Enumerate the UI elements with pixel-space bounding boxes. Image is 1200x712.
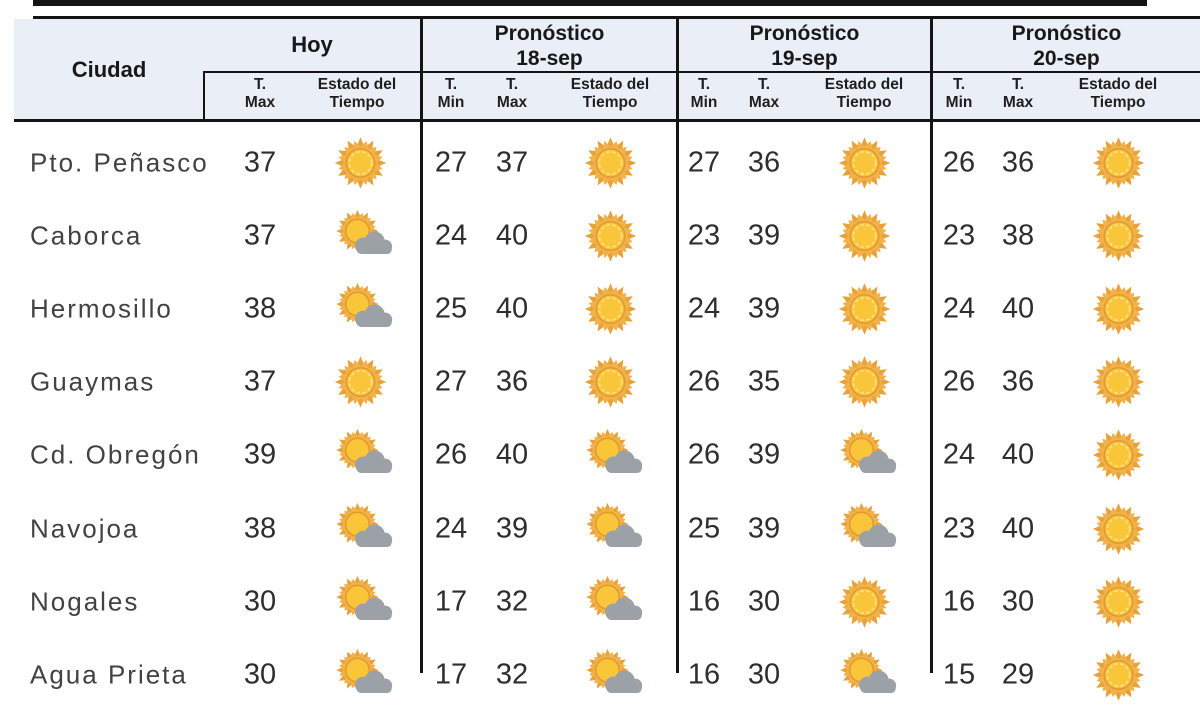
f20-tmin-value: 16 [942,585,976,618]
sun-icon [837,281,892,336]
subheader-20sep-estado: Estado del Tiempo [1078,76,1158,111]
f19-tmin-value: 27 [687,146,721,179]
f18-tmin-value: 17 [434,585,468,618]
city-name: Hermosillo [30,293,173,324]
sun-cloud-icon [583,575,645,629]
sun-cloud-icon [837,648,899,702]
sun-icon [1091,355,1146,410]
subheader-18sep-tmin: T. Min [437,76,465,111]
column-header-city: Ciudad [71,57,147,82]
f20-tmax-value: 36 [1001,365,1035,398]
f18-tmin-value: 24 [434,219,468,252]
sun-icon [837,574,892,629]
group-header-underline [203,71,1200,73]
city-name: Pto. Peñasco [30,147,209,178]
subheader-today-tmax: T. Max [244,76,276,111]
f20-tmax-value: 40 [1001,512,1035,545]
sun-icon [583,208,638,263]
sun-icon [333,355,388,410]
city-name: Navojoa [30,513,140,544]
sun-cloud-icon [333,282,395,336]
f18-tmax-value: 40 [495,292,529,325]
sun-cloud-icon [583,428,645,482]
forecast-date: 18-sep [516,47,583,70]
f20-tmax-value: 36 [1001,146,1035,179]
f19-tmax-value: 35 [747,365,781,398]
table-row [0,199,1200,272]
f20-tmax-value: 30 [1001,585,1035,618]
f19-tmin-value: 26 [687,365,721,398]
city-name: Agua Prieta [30,659,188,690]
sun-cloud-icon [837,428,899,482]
column-header-today: Hoy [291,32,333,57]
today-tmax-value: 37 [243,146,277,179]
sun-icon [837,208,892,263]
top-divider-bar [33,0,1147,6]
subheader-20sep-tmin: T. Min [945,76,973,111]
sun-cloud-icon [583,648,645,702]
table-row [0,419,1200,492]
subheader-20sep-tmax: T. Max [1002,76,1034,111]
subheader-today-estado: Estado del Tiempo [317,76,397,111]
sun-icon [1091,281,1146,336]
city-name: Guaymas [30,366,156,397]
subheader-19sep-tmin: T. Min [690,76,718,111]
table-row [0,126,1200,199]
sun-icon [837,135,892,190]
sun-cloud-icon [837,502,899,556]
f18-tmax-value: 40 [495,219,529,252]
table-row [0,492,1200,565]
f20-tmin-value: 23 [942,219,976,252]
f20-tmax-value: 38 [1001,219,1035,252]
sun-cloud-icon [583,502,645,556]
f19-tmax-value: 30 [747,585,781,618]
f20-tmin-value: 26 [942,365,976,398]
sun-cloud-icon [333,575,395,629]
f19-tmin-value: 24 [687,292,721,325]
f18-tmin-value: 26 [434,438,468,471]
sun-cloud-icon [333,648,395,702]
today-tmax-value: 37 [243,219,277,252]
f20-tmin-value: 24 [942,292,976,325]
f20-tmin-value: 26 [942,146,976,179]
f18-tmin-value: 27 [434,146,468,179]
f18-tmax-value: 32 [495,658,529,691]
sun-icon [1091,501,1146,556]
column-header-forecast-18sep [423,21,676,71]
f19-tmin-value: 16 [687,658,721,691]
f18-tmax-value: 36 [495,365,529,398]
sun-icon [1091,574,1146,629]
table-row [0,346,1200,419]
sun-icon [583,281,638,336]
today-tmax-value: 37 [243,365,277,398]
header-bottom-border [14,119,1200,122]
sun-icon [837,355,892,410]
city-name: Cd. Obregón [30,439,201,470]
f19-tmin-value: 25 [687,512,721,545]
f19-tmax-value: 30 [747,658,781,691]
f18-tmin-value: 25 [434,292,468,325]
today-tmax-value: 30 [243,658,277,691]
table-row [0,638,1200,711]
sun-icon [1091,428,1146,483]
forecast-date: 19-sep [771,47,838,70]
f19-tmin-value: 23 [687,219,721,252]
f20-tmax-value: 29 [1001,658,1035,691]
f18-tmax-value: 39 [495,512,529,545]
subheader-19sep-estado: Estado del Tiempo [824,76,904,111]
sun-icon [333,135,388,190]
f19-tmin-value: 16 [687,585,721,618]
forecast-date: 20-sep [1033,47,1100,70]
column-header-forecast-20sep [933,21,1200,71]
f18-tmin-value: 27 [434,365,468,398]
f20-tmax-value: 40 [1001,292,1035,325]
sun-icon [1091,208,1146,263]
sun-icon [1091,647,1146,702]
today-tmax-value: 38 [243,292,277,325]
f20-tmin-value: 24 [942,438,976,471]
f18-tmax-value: 40 [495,438,529,471]
f20-tmin-value: 23 [942,512,976,545]
column-header-forecast-19sep [679,21,930,71]
f20-tmin-value: 15 [942,658,976,691]
f20-tmax-value: 40 [1001,438,1035,471]
f19-tmin-value: 26 [687,438,721,471]
sun-cloud-icon [333,209,395,263]
subheader-18sep-estado: Estado del Tiempo [570,76,650,111]
sun-icon [583,355,638,410]
today-tmax-value: 30 [243,585,277,618]
f18-tmin-value: 24 [434,512,468,545]
subheader-19sep-tmax: T. Max [748,76,780,111]
f19-tmax-value: 39 [747,512,781,545]
f19-tmax-value: 39 [747,292,781,325]
sun-icon [583,135,638,190]
f18-tmax-value: 32 [495,585,529,618]
today-tmax-value: 38 [243,512,277,545]
table-row [0,272,1200,345]
sun-cloud-icon [333,428,395,482]
table-row [0,565,1200,638]
f19-tmax-value: 39 [747,438,781,471]
forecast-label: Pronóstico [494,22,605,45]
today-tmax-value: 39 [243,438,277,471]
f18-tmin-value: 17 [434,658,468,691]
table-body [0,126,1200,712]
city-name: Caborca [30,220,143,251]
subheader-18sep-tmax: T. Max [496,76,528,111]
city-name: Nogales [30,586,140,617]
sun-icon [1091,135,1146,190]
forecast-label: Pronóstico [749,22,860,45]
f18-tmax-value: 37 [495,146,529,179]
f19-tmax-value: 39 [747,219,781,252]
sun-cloud-icon [333,502,395,556]
f19-tmax-value: 36 [747,146,781,179]
forecast-label: Pronóstico [1011,22,1122,45]
